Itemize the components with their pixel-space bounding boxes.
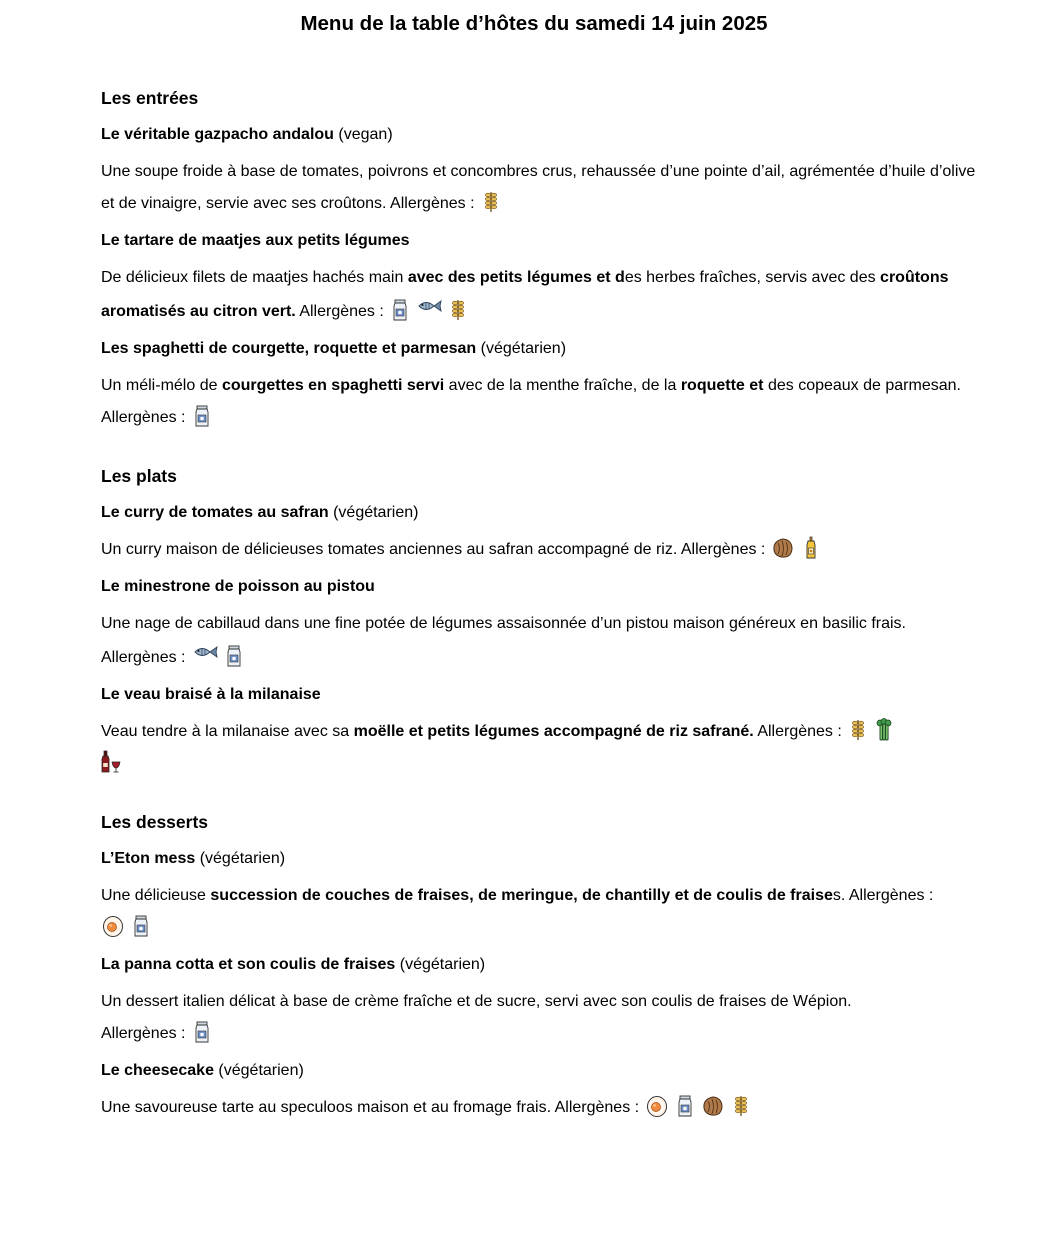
- celery-icon: [874, 718, 894, 742]
- milk-icon: [390, 298, 410, 322]
- dish-tag: (végétarien): [476, 340, 567, 357]
- nuts-icon: [701, 1094, 725, 1118]
- section-title: Les entrées: [101, 88, 199, 108]
- dish-description: [101, 534, 981, 566]
- desc-text-bold: courgettes en spaghetti servi: [221, 377, 445, 394]
- dish-tag: (végétarien): [395, 956, 486, 973]
- dish-name: Les spaghetti de courgette, roquette et parmesan: [101, 340, 477, 357]
- desc-text-bold: avec des petits légumes et d: [407, 269, 625, 286]
- desc-text: De délicieux filets de maatjes hachés main: [101, 269, 408, 286]
- dish-description: [101, 1092, 981, 1124]
- dish-description: [101, 262, 981, 328]
- dish-name: Le tartare de maatjes aux petits légumes: [101, 232, 410, 249]
- dish-heading: [101, 230, 981, 252]
- milk-icon: [224, 644, 244, 668]
- dish-heading: [101, 954, 981, 976]
- allergen-label: Allergènes :: [101, 409, 186, 426]
- milk-icon: [131, 914, 151, 938]
- section-entrees: [101, 86, 981, 434]
- desc-text-bold: moëlle et petits légumes accompagné de riz safrané.: [353, 723, 754, 740]
- dish-tag: (végétarien): [213, 1062, 304, 1079]
- desc-text: Un méli-mélo de: [101, 377, 222, 394]
- dish-heading: [101, 576, 981, 598]
- desc-text: des copeaux de parmesan.: [763, 377, 961, 394]
- desc-text: Un curry maison de délicieuses tomates anciennes au safran accompagné de riz.: [101, 541, 681, 558]
- dish-tag: (végétarien): [195, 850, 286, 867]
- gluten-wheat-icon: [481, 190, 501, 214]
- allergen-label: Allergènes :: [299, 303, 384, 320]
- desc-text: s.: [832, 887, 849, 904]
- dish-name: Le veau braisé à la milanaise: [101, 686, 321, 703]
- gluten-wheat-icon: [848, 718, 868, 742]
- dish-name: Le minestrone de poisson au pistou: [101, 578, 375, 595]
- dish-name: Le cheesecake: [101, 1062, 214, 1079]
- dish-heading: [101, 502, 981, 524]
- dish-name: Le véritable gazpacho andalou: [101, 126, 334, 143]
- milk-icon: [192, 404, 212, 428]
- dish-name: La panna cotta et son coulis de fraises: [101, 956, 396, 973]
- allergen-label: Allergènes :: [757, 723, 842, 740]
- section-title: Les plats: [101, 466, 177, 486]
- fish-icon: [192, 640, 218, 656]
- dish-tag: (végétarien): [328, 504, 419, 521]
- dish-heading: [101, 124, 981, 146]
- allergen-label: Allergènes :: [101, 1025, 186, 1042]
- milk-icon: [192, 1020, 212, 1044]
- dish-tag: (vegan): [333, 126, 393, 143]
- desc-text: avec de la menthe fraîche, de la: [444, 377, 681, 394]
- desc-text-bold: succession de couches de fraises, de meringue, de chantilly et de coulis de fraise: [210, 887, 833, 904]
- gluten-wheat-icon: [448, 298, 468, 322]
- nuts-icon: [771, 536, 795, 560]
- desc-text: es herbes fraîches, servis avec des: [624, 269, 881, 286]
- section-plats: [101, 464, 981, 780]
- egg-icon: [645, 1094, 669, 1118]
- allergen-label: Allergènes :: [101, 649, 186, 666]
- desc-text: Une nage de cabillaud dans une fine potée de légumes assaisonnée d’un pistou maison généreux en basilic frais.: [101, 615, 906, 632]
- allergen-label: Allergènes :: [554, 1099, 640, 1116]
- desc-text: Une savoureuse tarte au speculoos maison et au fromage frais.: [101, 1099, 555, 1116]
- allergen-label: Allergènes :: [390, 195, 475, 212]
- milk-icon: [675, 1094, 695, 1118]
- allergen-label: Allergènes :: [680, 541, 766, 558]
- section-desserts: [101, 810, 981, 1124]
- dish-description: [101, 716, 981, 780]
- dish-description: [101, 156, 981, 220]
- dish-description: [101, 608, 981, 674]
- sulphites-wine-icon: [101, 750, 121, 774]
- desc-text: Un dessert italien délicat à base de crème fraîche et de sucre, servi avec son coulis de fraises de Wépion.: [101, 993, 852, 1010]
- section-title: Les desserts: [101, 812, 209, 832]
- desc-text: Une soupe froide à base de tomates, poivrons et concombres crus, rehaussée d’une pointe d’ail, agrémentée d’huile d’olive et de vinaigre, servie avec ses croûtons.: [101, 163, 976, 212]
- desc-text: Veau tendre à la milanaise avec sa: [101, 723, 354, 740]
- dish-heading: [101, 1060, 981, 1082]
- fish-icon: [416, 294, 442, 310]
- dish-heading: [101, 338, 981, 360]
- dish-name: L’Eton mess: [101, 850, 196, 867]
- dish-description: [101, 370, 981, 434]
- dish-heading: [101, 684, 981, 706]
- gluten-wheat-icon: [731, 1094, 751, 1118]
- dish-heading: [101, 848, 981, 870]
- dish-description: [101, 880, 981, 944]
- menu-content: [101, 86, 981, 1134]
- page-title: Menu de la table d’hôtes du samedi 14 juin 2025: [300, 12, 768, 35]
- desc-text-bold: croûtons aromatisés au citron vert.: [101, 269, 949, 320]
- egg-icon: [101, 914, 125, 938]
- desc-text-bold: roquette et: [680, 377, 764, 394]
- dish-name: Le curry de tomates au safran: [101, 504, 329, 521]
- mustard-icon: [801, 536, 821, 560]
- desc-text: Une délicieuse: [101, 887, 211, 904]
- allergen-label: Allergènes :: [848, 887, 934, 904]
- dish-description: [101, 986, 981, 1050]
